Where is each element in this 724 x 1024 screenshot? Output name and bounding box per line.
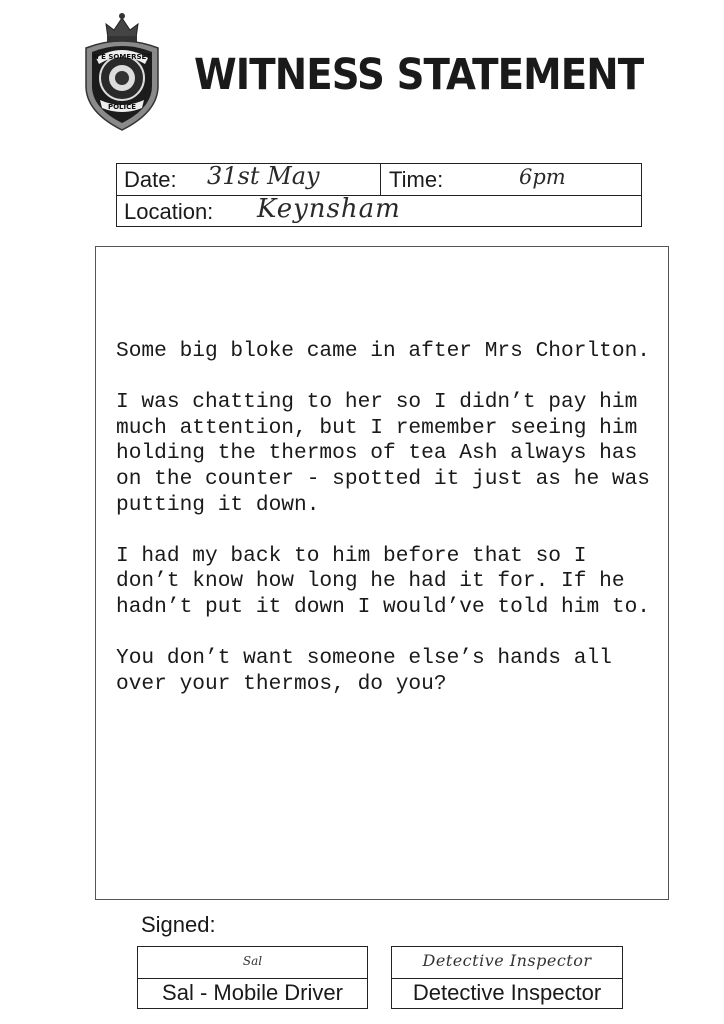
date-time-divider <box>380 164 381 195</box>
date-value: 31st May <box>207 162 320 190</box>
officer-name: Detective Inspector <box>412 980 602 1005</box>
signed-label: Signed: <box>141 912 216 937</box>
statement-paragraph: I was chatting to her so I didn’t pay him much attention, but I remember seeing him holding the thermos of tea Ash always has on the counter - spotted it just as he was putting it down. <box>116 390 651 517</box>
statement-text <box>116 339 656 723</box>
location-value: Keynsham <box>257 194 401 224</box>
statement-paragraph: I had my back to him before that so I don’t know how long he had it for. If he hadn’t put it down I would’ve told him to. <box>116 543 651 619</box>
time-label: Time: <box>389 167 444 192</box>
officer-signature-box <box>391 946 623 1009</box>
badge-bottom-text: POLICE <box>107 103 137 111</box>
statement-paragraph: You don’t want someone else’s hands all over your thermos, do you? <box>116 646 612 696</box>
time-value: 6pm <box>519 165 566 189</box>
page-title: WITNESS STATEMENT <box>194 50 644 100</box>
statement-box <box>95 246 669 900</box>
statement-details-box <box>116 163 642 227</box>
location-label: Location: <box>124 199 214 224</box>
badge-top-text: N E SOMERSET <box>92 53 152 61</box>
officer-signature: Detective Inspector <box>422 951 592 970</box>
police-badge-logo <box>78 8 166 132</box>
date-label: Date: <box>124 167 177 192</box>
crown-icon <box>106 13 138 42</box>
witness-signature-box <box>137 946 368 1009</box>
statement-paragraph: Some big bloke came in after Mrs Chorlton. <box>116 339 651 363</box>
witness-signature: Sal <box>242 954 263 968</box>
witness-name: Sal - Mobile Driver <box>162 980 343 1005</box>
